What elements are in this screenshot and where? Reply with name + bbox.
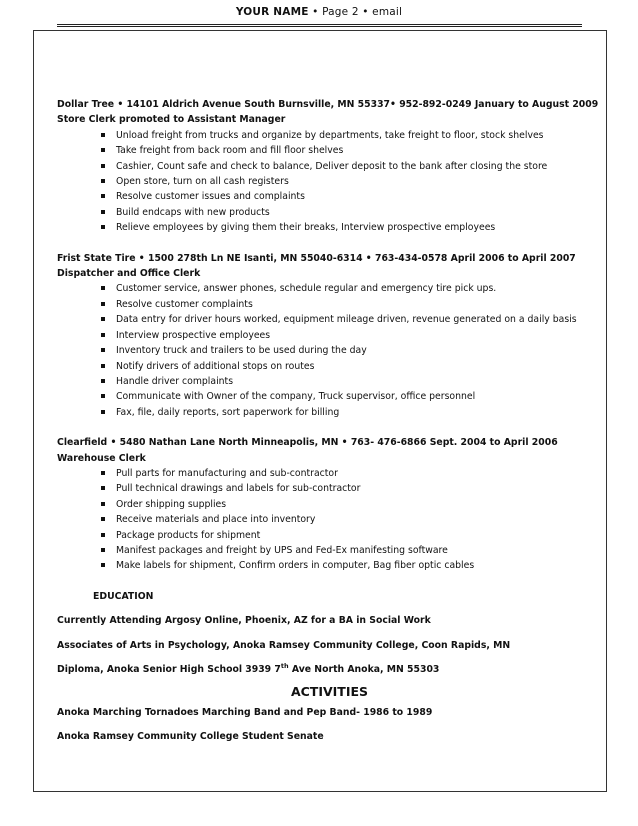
- duty-item: Package products for shipment: [57, 528, 602, 543]
- job-heading: Clearfield • 5480 Nathan Lane North Minneapolis, MN • 763- 476-6866 Sept. 2004 to April 2006: [57, 437, 558, 449]
- job-title: Warehouse Clerk: [57, 452, 146, 464]
- job-entry-clearfield: [57, 435, 602, 574]
- education-item: Currently Attending Argosy Online, Phoenix, AZ for a BA in Social Work: [57, 615, 431, 627]
- duty-item: Handle driver complaints: [57, 374, 602, 389]
- job-title: Dispatcher and Office Clerk: [57, 268, 201, 280]
- duty-item: Relieve employees by giving them their breaks, Interview prospective employees: [57, 220, 602, 235]
- job-heading: Frist State Tire • 1500 278th Ln NE Isanti, MN 55040-6314 • 763-434-0578 April 2006 to April 2007: [57, 252, 576, 264]
- diploma-text: Diploma, Anoka Senior High School 3939 7: [57, 664, 281, 675]
- resume-body: [57, 97, 602, 745]
- duty-item: Pull technical drawings and labels for sub-contractor: [57, 481, 602, 496]
- duty-item: Customer service, answer phones, schedule regular and emergency tire pick ups.: [57, 281, 602, 296]
- duty-item: Order shipping supplies: [57, 497, 602, 512]
- duty-item: Take freight from back room and fill floor shelves: [57, 143, 602, 158]
- page-header: [0, 6, 638, 18]
- job-entry-dollar-tree: [57, 97, 602, 236]
- duty-list: [57, 466, 602, 574]
- duty-item: Interview prospective employees: [57, 328, 602, 343]
- duty-item: Communicate with Owner of the company, Truck supervisor, office personnel: [57, 389, 602, 404]
- duty-list: [57, 281, 602, 420]
- duty-item: Resolve customer complaints: [57, 297, 602, 312]
- activity-item: Anoka Ramsey Community College Student Senate: [57, 731, 324, 743]
- header-page-email: • Page 2 • email: [308, 6, 403, 18]
- job-heading: Dollar Tree • 14101 Aldrich Avenue South Burnsville, MN 55337• 952-892-0249 January to August 2009: [57, 99, 599, 110]
- duty-item: Resolve customer issues and complaints: [57, 189, 602, 204]
- duty-list: [57, 128, 602, 236]
- header-rule-bottom: [57, 26, 582, 27]
- duty-item: Unload freight from trucks and organize by departments, take freight to floor, stock shelves: [57, 128, 602, 143]
- duty-item: Receive materials and place into inventory: [57, 512, 602, 527]
- duty-item: Data entry for driver hours worked, equipment mileage driven, revenue generated on a daily basis: [57, 312, 602, 327]
- duty-item: Notify drivers of additional stops on routes: [57, 359, 602, 374]
- duty-item: Cashier, Count safe and check to balance, Deliver deposit to the bank after closing the store: [57, 159, 602, 174]
- duty-item: Inventory truck and trailers to be used during the day: [57, 343, 602, 358]
- activity-item: Anoka Marching Tornadoes Marching Band and Pep Band- 1986 to 1989: [57, 706, 433, 718]
- header-rule-top: [57, 24, 582, 25]
- education-diploma: [57, 662, 602, 677]
- duty-item: Build endcaps with new products: [57, 205, 602, 220]
- duty-item: Make labels for shipment, Confirm orders in computer, Bag fiber optic cables: [57, 558, 602, 573]
- diploma-text-end: Ave North Anoka, MN 55303: [288, 664, 440, 675]
- education-heading: EDUCATION: [93, 590, 154, 602]
- duty-item: Pull parts for manufacturing and sub-contractor: [57, 466, 602, 481]
- header-name: YOUR NAME: [235, 6, 309, 18]
- job-title: Store Clerk promoted to Assistant Manager: [57, 114, 286, 126]
- duty-item: Fax, file, daily reports, sort paperwork for billing: [57, 405, 602, 420]
- diploma-ordinal: th: [280, 661, 289, 670]
- activities-heading: ACTIVITIES: [290, 684, 369, 700]
- education-item: Associates of Arts in Psychology, Anoka Ramsey Community College, Coon Rapids, MN: [57, 639, 511, 651]
- duty-item: Manifest packages and freight by UPS and Fed-Ex manifesting software: [57, 543, 602, 558]
- duty-item: Open store, turn on all cash registers: [57, 174, 602, 189]
- job-entry-frist-state-tire: [57, 251, 602, 420]
